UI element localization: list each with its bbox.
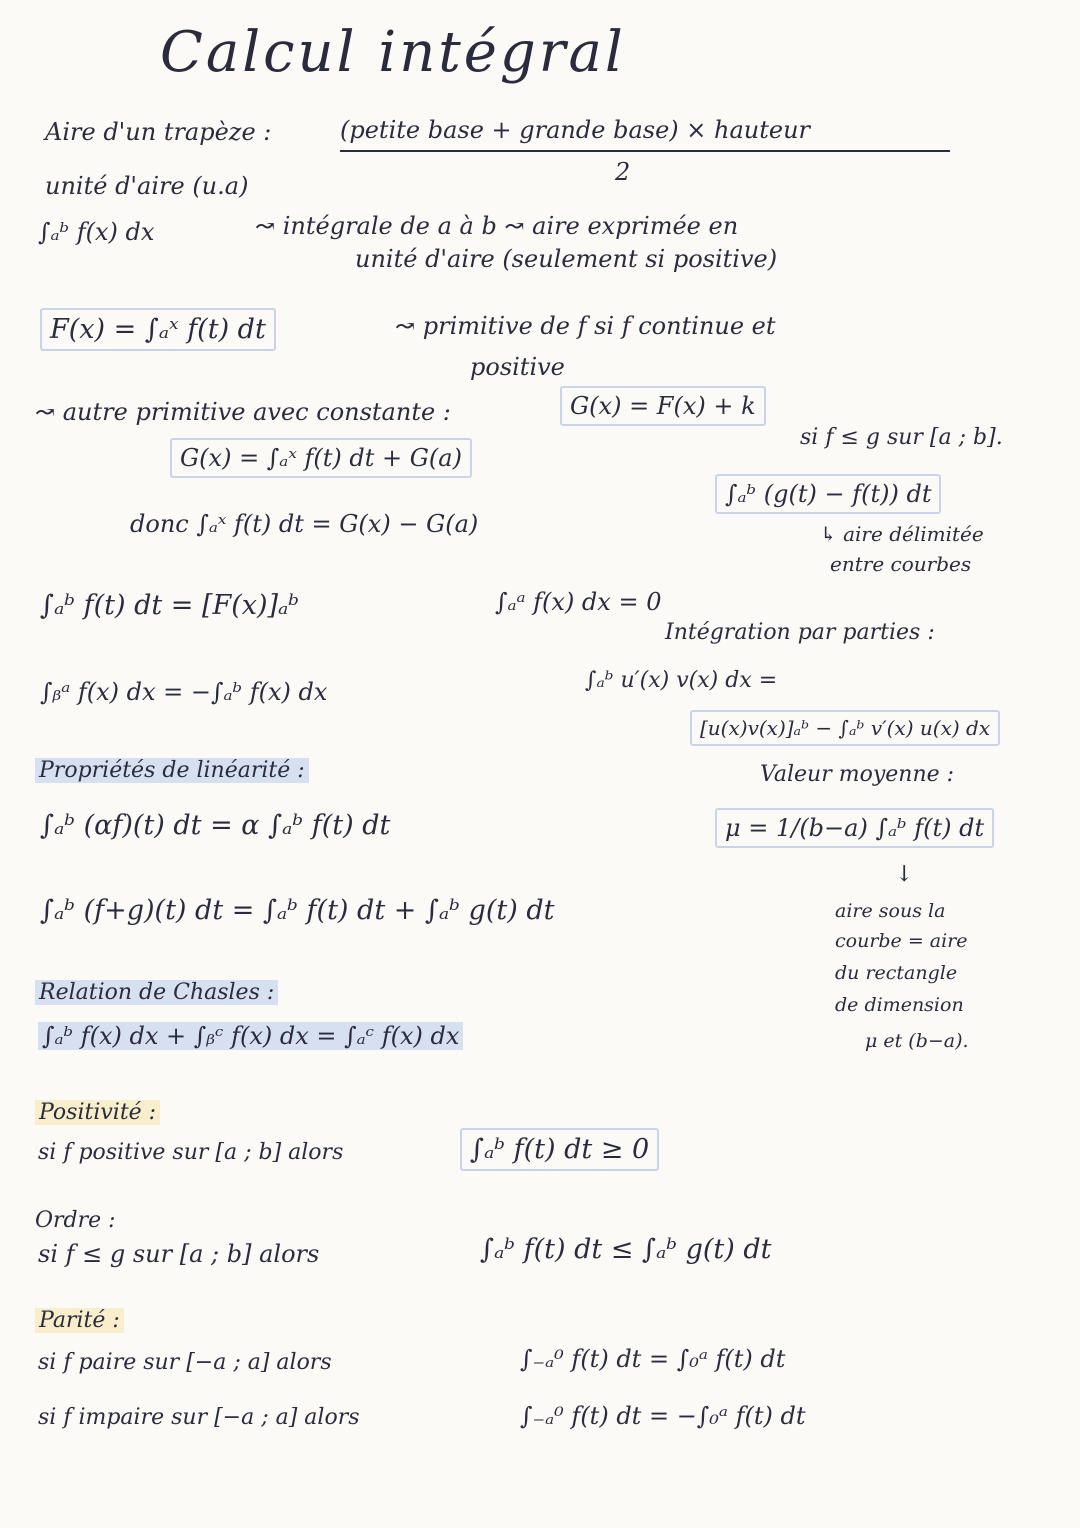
aire-courbes-desc-2: entre courbes bbox=[830, 552, 972, 576]
ordre-formula: ∫ₐᵇ f(t) dt ≤ ∫ₐᵇ g(t) dt bbox=[480, 1234, 772, 1265]
unite-aire: unité d'aire (u.a) bbox=[45, 172, 249, 200]
page-title: Calcul intégral bbox=[160, 20, 626, 85]
trapeze-fraction-bar bbox=[340, 150, 950, 152]
parite-impaire-text: si f impaire sur [−a ; a] alors bbox=[38, 1405, 360, 1430]
ipp-title: Intégration par parties : bbox=[665, 620, 935, 645]
integrale-crochet: ∫ₐᵇ f(t) dt = [F(x)]ₐᵇ bbox=[40, 590, 300, 621]
integrale-desc-2: unité d'aire (seulement si positive) bbox=[355, 245, 778, 273]
primitive-formula: F(x) = ∫ₐˣ f(t) dt bbox=[40, 308, 276, 351]
ordre-title: Ordre : bbox=[35, 1208, 116, 1233]
trapeze-label: Aire d'un trapèze : bbox=[45, 118, 272, 146]
parite-paire-formula: ∫₋ₐ⁰ f(t) dt = ∫₀ᵃ f(t) dt bbox=[520, 1345, 786, 1373]
chasles-formula: ∫ₐᵇ f(x) dx + ∫ᵦᶜ f(x) dx = ∫ₐᶜ f(x) dx bbox=[38, 1022, 463, 1050]
integrale-def: ∫ₐᵇ f(x) dx bbox=[38, 218, 155, 246]
valeur-moyenne-desc-4: de dimension bbox=[835, 994, 964, 1016]
linearite-2: ∫ₐᵇ (f+g)(t) dt = ∫ₐᵇ f(t) dt + ∫ₐᵇ g(t) dt bbox=[40, 895, 555, 926]
valeur-moyenne-formula: μ = 1/(b−a) ∫ₐᵇ f(t) dt bbox=[715, 808, 994, 848]
donc-formula: donc ∫ₐˣ f(t) dt = G(x) − G(a) bbox=[130, 510, 479, 538]
ipp-formula-2: [u(x)v(x)]ₐᵇ − ∫ₐᵇ v′(x) u(x) dx bbox=[690, 710, 1000, 746]
valeur-moyenne-desc-2: courbe = aire bbox=[835, 930, 968, 952]
positivite-title: Positivité : bbox=[35, 1100, 160, 1125]
integrale-desc: ↝ intégrale de a à b ↝ aire exprimée en bbox=[255, 212, 739, 240]
linearite-1: ∫ₐᵇ (αf)(t) dt = α ∫ₐᵇ f(t) dt bbox=[40, 810, 391, 841]
trapeze-denominator: 2 bbox=[615, 158, 631, 186]
positivite-formula: ∫ₐᵇ f(t) dt ≥ 0 bbox=[460, 1128, 659, 1171]
parite-impaire-formula: ∫₋ₐ⁰ f(t) dt = −∫₀ᵃ f(t) dt bbox=[520, 1402, 806, 1430]
valeur-moyenne-arrow: ↓ bbox=[895, 862, 914, 887]
positivite-text: si f positive sur [a ; b] alors bbox=[38, 1140, 344, 1165]
chasles-title: Relation de Chasles : bbox=[35, 980, 278, 1005]
g-formula: G(x) = ∫ₐˣ f(t) dt + G(a) bbox=[170, 438, 472, 478]
valeur-moyenne-title: Valeur moyenne : bbox=[760, 762, 955, 787]
integrale-nulle: ∫ₐᵃ f(x) dx = 0 bbox=[495, 588, 662, 616]
integrale-inverse: ∫ᵦᵃ f(x) dx = −∫ₐᵇ f(x) dx bbox=[40, 678, 328, 706]
valeur-moyenne-desc-3: du rectangle bbox=[835, 962, 958, 984]
ipp-formula: ∫ₐᵇ u′(x) v(x) dx = bbox=[585, 668, 778, 693]
linearite-title: Propriétés de linéarité : bbox=[35, 758, 309, 783]
primitive-desc-2: positive bbox=[470, 353, 565, 381]
ordre-text: si f ≤ g sur [a ; b] alors bbox=[38, 1240, 320, 1268]
parite-paire-text: si f paire sur [−a ; a] alors bbox=[38, 1350, 332, 1375]
autre-primitive-formula: G(x) = F(x) + k bbox=[560, 386, 766, 426]
aire-courbes-formula: ∫ₐᵇ (g(t) − f(t)) dt bbox=[715, 474, 941, 514]
trapeze-formula: (petite base + grande base) × hauteur bbox=[340, 116, 811, 144]
valeur-moyenne-desc-5: μ et (b−a). bbox=[865, 1030, 969, 1052]
parite-title: Parité : bbox=[35, 1308, 124, 1333]
autre-primitive: ↝ autre primitive avec constante : bbox=[35, 398, 451, 426]
si-f-leq-g: si f ≤ g sur [a ; b]. bbox=[800, 425, 1003, 450]
aire-courbes-desc: ↳ aire délimitée bbox=[820, 522, 984, 546]
valeur-moyenne-desc-1: aire sous la bbox=[835, 900, 946, 922]
primitive-desc: ↝ primitive de f si f continue et bbox=[395, 312, 776, 340]
